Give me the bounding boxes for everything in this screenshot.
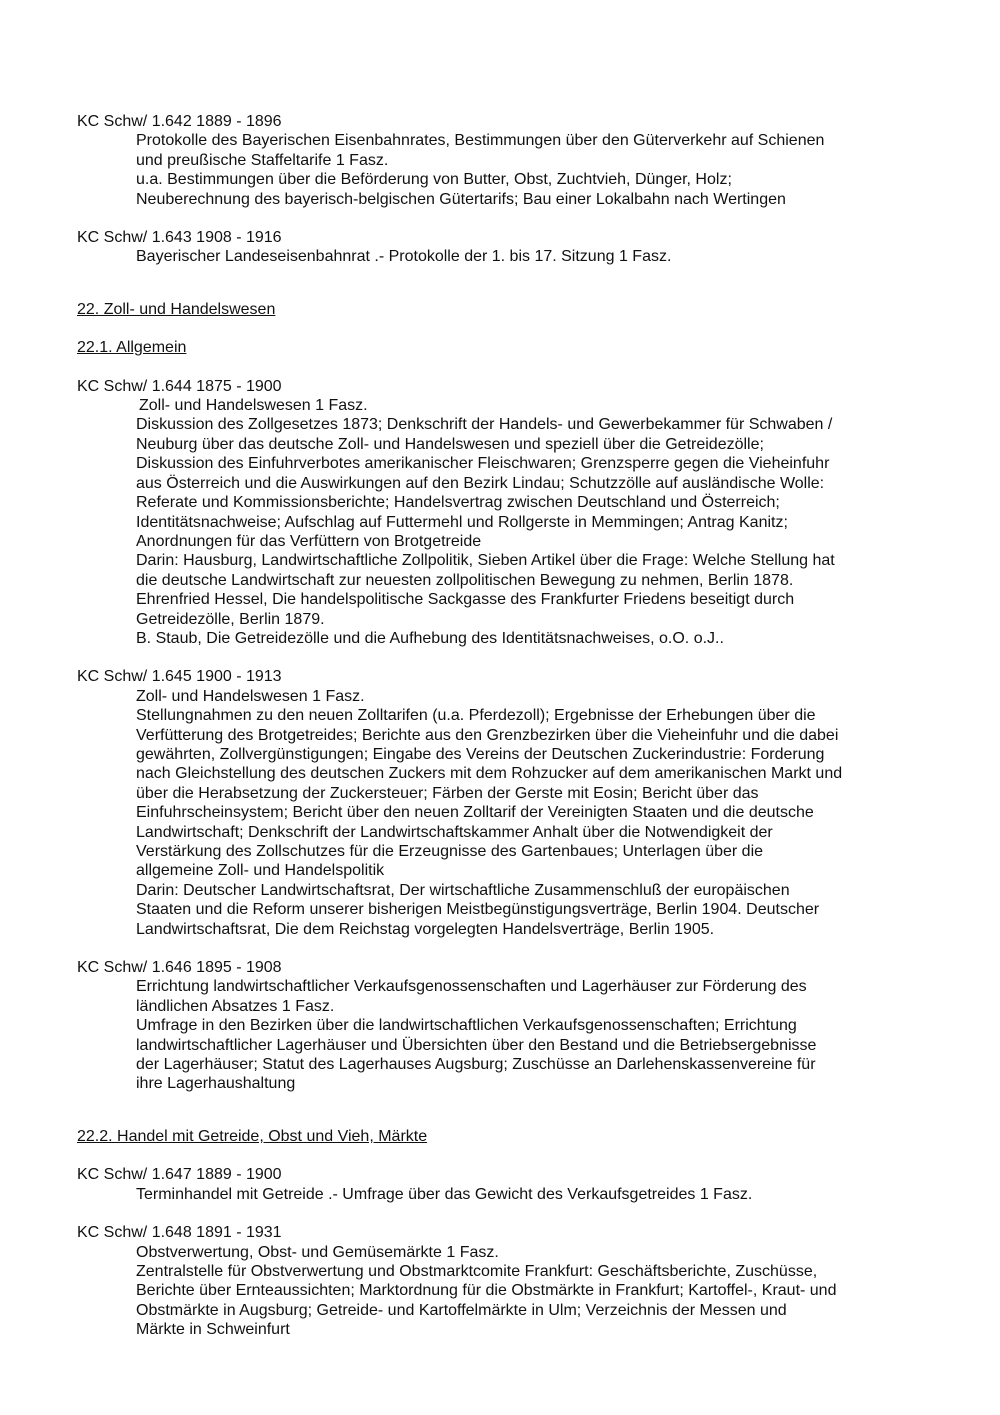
- entry-line: gewährten, Zollvergünstigungen; Eingabe des Vereins der Deutschen Zuckerindustrie: Forderung: [136, 745, 825, 763]
- entry-line: Zoll- und Handelswesen 1 Fasz.: [136, 687, 365, 705]
- entry-line: Neuburg über das deutsche Zoll- und Handelswesen und speziell über die Getreidezölle;: [136, 435, 764, 453]
- entry-line: Stellungnahmen zu den neuen Zolltarifen (u.a. Pferdezoll); Ergebnisse der Erhebungen über die: [136, 707, 816, 725]
- entry-line: Diskussion des Einfuhrverbotes amerikanischer Fleischwaren; Grenzsperre gegen die Vieheinfuhr: [136, 455, 830, 473]
- entry-line: ländlichen Absatzes 1 Fasz.: [136, 997, 335, 1015]
- section-heading: 22. Zoll- und Handelswesen: [77, 300, 276, 318]
- entry-line: ihre Lagerhaushaltung: [136, 1075, 296, 1093]
- entry-line: B. Staub, Die Getreidezölle und die Aufhebung des Identitätsnachweises, o.O. o.J..: [136, 629, 724, 647]
- entry-reference: KC Schw/ 1.642 1889 - 1896: [77, 113, 282, 130]
- entry-line: landwirtschaftlicher Lagerhäuser und Übersichten über den Bestand und die Betriebsergebnisse: [136, 1036, 817, 1054]
- entry-reference: KC Schw/ 1.643 1908 - 1916: [77, 229, 282, 247]
- entry-line: u.a. Bestimmungen über die Beförderung von Butter, Obst, Zuchtvieh, Dünger, Holz;: [136, 171, 732, 189]
- entry-description: [136, 1185, 927, 1204]
- entry-description: [136, 247, 927, 266]
- entry-line: Identitätsnachweise; Aufschlag auf Futtermehl und Rollgerste in Memmingen; Antrag Kanitz;: [136, 513, 788, 531]
- entry-line: die deutsche Landwirtschaft zur neuesten zollpolitischen Bewegung zu nehmen, Berlin 1878.: [136, 571, 794, 589]
- entry-description: [136, 396, 927, 648]
- subsection-heading: 22.2. Handel mit Getreide, Obst und Vieh, Märkte: [77, 1127, 428, 1145]
- entry-line: Anordnungen für das Verfüttern von Brotgetreide: [136, 532, 482, 550]
- entry-line: Einfuhrscheinsystem; Bericht über den neuen Zolltarif der Vereinigten Staaten und die deutsche: [136, 804, 814, 822]
- entry-line: Bayerischer Landeseisenbahnrat .- Protokolle der 1. bis 17. Sitzung 1 Fasz.: [136, 248, 672, 266]
- entry-1-644: [77, 377, 927, 649]
- entry-line: Diskussion des Zollgesetzes 1873; Denkschrift der Handels- und Gewerbekammer für Schwaben /: [136, 416, 833, 434]
- entry-line: Terminhandel mit Getreide .- Umfrage über das Gewicht des Verkaufsgetreides 1 Fasz.: [136, 1185, 753, 1203]
- entry-line: Landwirtschaftsrat, Die dem Reichstag vorgelegten Handelsverträge, Berlin 1905.: [136, 920, 715, 938]
- entry-reference: KC Schw/ 1.646 1895 - 1908: [77, 959, 282, 977]
- entry-description: [136, 687, 927, 939]
- entry-line: Märkte in Schweinfurt: [136, 1321, 290, 1339]
- entry-line: Verfütterung des Brotgetreides; Berichte aus den Grenzbezirken über die Vieheinfuhr und die dabei: [136, 726, 839, 744]
- entry-1-643: [77, 228, 927, 267]
- entry-reference: KC Schw/ 1.644 1875 - 1900: [77, 377, 282, 395]
- entry-line: Darin: Deutscher Landwirtschaftsrat, Der wirtschaftliche Zusammenschluß der europäischen: [136, 881, 790, 899]
- subsection-heading: 22.1. Allgemein: [77, 339, 187, 357]
- entry-line: Zentralstelle für Obstverwertung und Obstmarktcomite Frankfurt: Geschäftsberichte, Zuschüsse,: [136, 1262, 818, 1280]
- entry-line: der Lagerhäuser; Statut des Lagerhauses Augsburg; Zuschüsse an Darlehenskassenvereine für: [136, 1056, 816, 1074]
- entry-description: [136, 977, 927, 1093]
- entry-line: Neuberechnung des bayerisch-belgischen Gütertarifs; Bau einer Lokalbahn nach Wertingen: [136, 190, 786, 208]
- entry-line: Ehrenfried Hessel, Die handelspolitische Sackgasse des Frankfurter Friedens beseitigt durch: [136, 591, 795, 609]
- entry-1-642: [77, 112, 927, 209]
- entry-line: und preußische Staffeltarife 1 Fasz.: [136, 151, 389, 169]
- entry-line: Staaten und die Reform unserer bisherigen Meistbegünstigungsverträge, Berlin 1904. Deutscher: [136, 901, 820, 919]
- entry-line: Berichte über Ernteaussichten; Marktordnung für die Obstmärkte in Frankfurt; Kartoffel-, Kraut- und: [136, 1282, 837, 1300]
- entry-line: Obstmärkte in Augsburg; Getreide- und Kartoffelmärkte in Ulm; Verzeichnis der Messen und: [136, 1301, 787, 1319]
- entry-line: aus Österreich und die Auswirkungen auf den Bezirk Lindau; Schutzzölle auf ausländische Wolle:: [136, 474, 825, 492]
- entry-line: allgemeine Zoll- und Handelspolitik: [136, 862, 385, 880]
- entry-line: Errichtung landwirtschaftlicher Verkaufsgenossenschaften und Lagerhäuser zur Förderung des: [136, 978, 807, 996]
- entry-1-645: [77, 667, 927, 939]
- entry-reference: KC Schw/ 1.645 1900 - 1913: [77, 668, 282, 686]
- entry-line: nach Gleichstellung des deutschen Zuckers mit dem Rohzucker auf dem amerikanischen Markt und: [136, 765, 843, 783]
- entry-line: Umfrage in den Bezirken über die landwirtschaftlichen Verkaufsgenossenschaften; Errichtung: [136, 1017, 797, 1035]
- entry-description: [136, 131, 927, 209]
- document-page: [77, 112, 927, 1340]
- entry-line: über die Herabsetzung der Zuckersteuer; Färben der Gerste mit Eosin; Bericht über das: [136, 784, 759, 802]
- entry-line: Darin: Hausburg, Landwirtschaftliche Zollpolitik, Sieben Artikel über die Frage: Welche Stellung hat: [136, 552, 835, 570]
- entry-1-647: [77, 1165, 927, 1204]
- entry-line: Getreidezölle, Berlin 1879.: [136, 610, 325, 628]
- entry-line: Obstverwertung, Obst- und Gemüsemärkte 1 Fasz.: [136, 1243, 499, 1261]
- entry-1-646: [77, 958, 927, 1094]
- entry-line: Protokolle des Bayerischen Eisenbahnrates, Bestimmungen über den Güterverkehr auf Schienen: [136, 132, 825, 150]
- entry-reference: KC Schw/ 1.648 1891 - 1931: [77, 1224, 282, 1242]
- entry-reference: KC Schw/ 1.647 1889 - 1900: [77, 1166, 282, 1184]
- entry-1-648: [77, 1223, 927, 1339]
- entry-line: Referate und Kommissionsberichte; Handelsvertrag zwischen Deutschland und Österreich;: [136, 494, 780, 512]
- entry-line: Zoll- und Handelswesen 1 Fasz.: [139, 397, 368, 415]
- entry-line: Verstärkung des Zollschutzes für die Erzeugnisse des Gartenbaues; Unterlagen über die: [136, 843, 764, 860]
- entry-line: Landwirtschaft; Denkschrift der Landwirtschaftskammer Anhalt über die Notwendigkeit der: [136, 823, 773, 841]
- entry-description: [136, 1243, 927, 1340]
